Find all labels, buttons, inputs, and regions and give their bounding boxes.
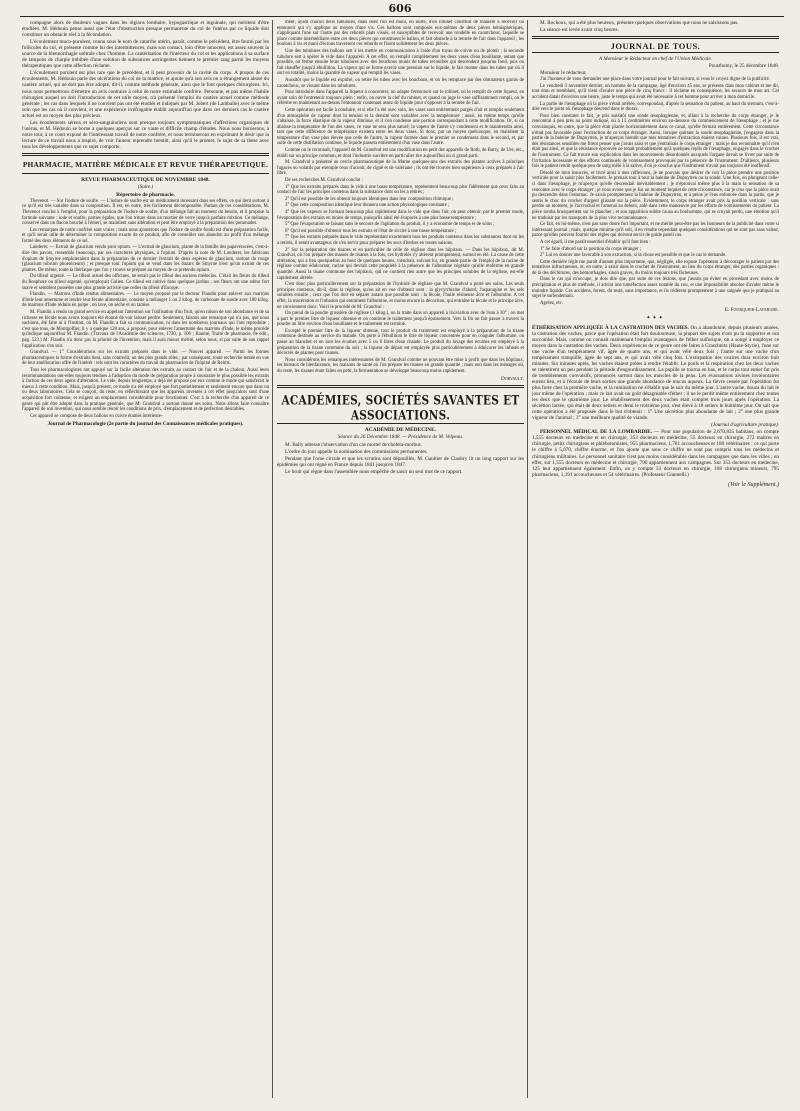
paragraph: Les remarques de notre confrère sont vraies ; mais nous ajouterons que l'iodure de soufre fondu est d'une préparation facile, et qu'il serait utile de déterminer la composition exacte de ce produit, afin de conseiller son abandon au profit d'un mélange formé des deux éléments de ce sel. — [22, 227, 269, 244]
paragraph: Dans le cas qui m'occupe, je dois dire que, par suite de ces lésions, que j'aurais pu éviter en procédant avec moins de précipitation et plus de méthode, il advint une tuméfaction assez notable du cou, et une impossibilité absolue d'avaler même le moindre liquide. Ces accidens, forent, du reste, sans importance, et ils cédèrent promptement à une saignée que je pratiquai au sujet le surlendemain. — [532, 277, 779, 300]
letter-place-date: Pousthomy, le 25 décembre 1848. — [708, 63, 779, 70]
paragraph: Excepté le premier litre de la liqueur obtenue, tout le produit du traitement est employé à la préparation de la tisane commune destinée au service du malade. On porte à l'ébullition le litre de liqueur concentrée pour en coaguler l'albumine, on passe au blanchet et on lave les écumes avec 5 ou 6 litres d'eau chaude. Le produit du lavage des écumes est employé à la préparation de la tisane commune du soir ; la liqueur de départ est employée plus particulièrement à édulcorer les infusés et décoctés de plantes pour tisanes. — [277, 328, 524, 357]
revue-heading: REVUE PHARMACEUTIQUE DE NOVEMBRE 1848. — [81, 176, 210, 183]
paragraph: Thevenot. — Sur l'iodure de soufre. — L'iodure de soufre est un médicament incessant dans ses effets, ce qui tient surtout à ce qu'il est très variable dans sa composition. Il est, en outre, très facilement décomposable. Partant de ces considérations, M. Thevenot conclut à l'emploi, pour la préparation de l'iodure de soufre, d'un mélange fait au moment du besoin, et il propose la formule suivante : iode et soufre, parties égales, que l'on triture dans un mortier de verre jusqu'à parfaite mixtion. Ce mélange, conservé dans un flacon bouché à l'émeri, se maintient sans altération et peut être employé à la préparation des pommades. — [22, 198, 269, 227]
journal-pharmacologie-note: Journal de Pharmacologie (2e partie du journal des Connaissances médicales pratiques). — [47, 421, 244, 428]
paragraph: Landerer. — Extrait de glaucium vendu pour opium. — L'extrait de glaucium, plante de la famille des papavéracées, c'est-à-dire des pavots, ressemble beaucoup, par ses caractères physiques, à l'opium. D'après la note de M. Landerer, les fabricans d'opium de Smyrne emploieraient dans la préparation de ce dernier l'extrait de deux espèces de glaucium, surtout du rouge (glaucium rubrum phoeniceum) ; et presque tout l'opium qui se vend dans les bazars de Smyrne n'est qu'un extrait de ces plantes. De même, toute la thériaque que l'on y trouve se prépare au moyen de ce prétendu opium. — [22, 245, 269, 273]
paragraph: Pour introduire dans l'appareil la liqueur à concentrer, on adapte l'entonnoir sur le robinet, on le remplit de cette liqueur, en ayant soin de l'entretenir toujours plein ; enfin, on ouvre la clef du robinet, et quand on juge le vase suffisamment rempli, on le referme en maintenant au-dessus l'entonnoir contenant assez de liquide pour s'opposer à la rentrée de l'air. — [277, 90, 524, 107]
section-rule — [532, 36, 779, 39]
paragraph: Désolé de mon insuccès, et livré ainsi à mes réflexions, je ne pouvais que désirer de voir la pièce prendre une position verticale pour la saisir plus facilement. Je prenais tour à tour la baleine de Dupuytren ou la sonde. Une fois, en plongeant celle-ci dans l'œsophage, je m'aperçus qu'elle descendait inévitablement ; je n'éprouvai même plus à la main la sensation de sa rencontre avec le corps étranger ; je vous avoue que je fus un moment inquiet de cette circonstance, car je crus que la pièce avait pu descendre dans l'estomac. Je saisis promptement la baleine de Dupuytren, et à peine je l'eus enfoncée dans la partie, que je sentis le choc du crochet d'argent glissant sur la pièce. Evidemment, le corps étranger avait pris la position verticale : sans perdre un moment, je l'accrochai et l'amenai au dehors, aidé dans cette manœuvre par les efforts de vomissements du patient. La pièce tomba brusquement sur le plancher ; et son apparition subite causa au bonhomme, qui se croyait perdu, une émotion qu'il ne traduisit par les transports de la plus vive reconnaissance. — [532, 170, 779, 221]
paragraph: L'écoulement muco-purulent, connu sous le nom de catarrhe utérin, paraît, comme le précédent, être fourni par les follicules du col, et présente comme lui des intermittences, mais son contact, loin d'être innocent, est assez souvent la source de la blennorrhagie urétrale chez l'homme. La cautérisation de l'intérieur du col et les applications à sa surface de tampons de charpie imbibée d'une solution de substances astringentes tiennent le premier rang parmi les moyens thérapeutiques que cette affection réclame. — [22, 39, 269, 70]
paragraph: C'est donc plus particulièrement sur la préparation de l'hydrolé de réglisse que M. Grandval a porté ses soins. Les seuls principes contenus, dit-il, dans la réglisse, qu'on ait en vue d'obtenir sont : la glycyrrhizine d'abord, l'asparagine et les sels solubles ensuite ; ceux que l'on doit en séparer autant que possible sont : la fécule, l'huile résineuse âcre et l'albumine. A cet effet, la macération et l'infusion qui entraînent l'albumine, et moins encore la décoction, qui entraîne la fécule et le principe âcre, ne conviennent donc. Voici le procédé de M. Grandval : — [277, 282, 524, 310]
pharmacie-heading: PHARMACIE, MATIÈRE MÉDICALE ET REVUE THÉRAPEUTIQUE. — [22, 159, 269, 169]
personnel-article — [532, 429, 779, 477]
paragraph: Tous les pharmacologistes ont appuyé sur la facile altération des extraits au contact de l'air et de la chaleur. Aussi leurs recommandations ont-elles toujours tendues à l'adoption du mode de préparation propre à soustraire le plus possible les extraits à l'action de ces deux agens d'altération. Le vide, depuis longtemps, a déjà été proposé par eux comme le mode qui satisferait le mieux à cette condition. Mais, jusqu'à présent, ce mode n'a été employé que fort partiellement et seulement encore que dans un ou deux laboratoires. Cela se conçoit, du reste, en réfléchissant que les appareils inventés à cet effet jusqu'alors sont d'une acquisition fort coûteuse, et exigent un emplacement considérable pour fonctionner. C'est à la recherche d'un appareil de ce genre qui pût être adopté dans la pratique générale, que M. Grandval a surtout donné ses soins. Nous allons faire connaître l'appareil de son invention, qui nous semble réunir les conditions de prix, d'emplacement et de perfection désirables. — [22, 367, 269, 413]
signature-dorvault: Dorvault. — [501, 375, 524, 382]
repertoire-heading: Répertoire de pharmacie. — [116, 191, 175, 198]
paragraph: J'ai l'honneur de vous demander une place dans votre journal pour le fait suivant, si vous le croyez digne de la publicité. — [540, 77, 770, 83]
paragraph: Pendant que l'orne circule et que les scrutins sont dépouillés, M. Gaultier de Claubry lit un long rapport sur les épidémies qui ont régné en France depuis 1841 jusqu'en 1847. — [277, 455, 524, 468]
section-rule — [22, 173, 269, 174]
paragraph: 1° Se faire d'abord sur la position du corps étranger ; — [540, 246, 642, 252]
supplement-note: (Voir le Supplément.) — [728, 481, 779, 488]
paragraph: Pour bien constater le fait, je pris aussitôt une sonde œsophagienne, et, allant à la recherche du corps étranger, je le rencontrai à peu près au point indiqué, où à 13 centimètres environ au-dessous du commencement de l'œsophage ; et je me convainquis, en outre, que la pièce était placée horizontalement dans ce canal, qu'elle fermait entièrement. Cette circonstance n'était pas favorable pour l'extraction de ce corps étranger. Aussi, lorsque quittant la sonde œsophagienne, j'engageai dans la partie de la baleine de Dupuytren, je m'aperçus bientôt que mes tentatives d'extraction étaient vaines. Plusieurs fois, il est vrai, des résistances sensibles me firent penser que j'avais saisi et que j'entraînais le corps étranger ; mais je dus reconnaître qu'il n'en était pas ainsi, et que la résistance éprouvée ne tenait probablement qu'à quelques replis de l'œsophage, engagés dans le crochet de l'instrument. Ce fait trouve son explication dans les mouvements désordonnés auxquels l'organe devait se livrer par suite de l'irritation incessante et des efforts continuels de vomissement provoqués par la présence de l'instrument. D'ailleurs, plusieurs fois le patient rendit quelque peu de sang mêlé à la salive, d'où je conclus que l'instrument n'avait pas toujours été inoffensif. — [532, 113, 779, 170]
personnel-heading: PERSONNEL MÉDICAL DE LA LOMBARDIE. — [540, 429, 653, 436]
academie-report — [277, 442, 524, 475]
paragraph: Du tilleul argenté. — Le tilleul actuel des officines, ne serait pas le tilleul des anciens médecins. C'était les fleurs du tilleul du Bosphore ou tilleul argenté, qu'employait Galien. Ce tilleul est cultivé dans quelques jardins ; ses fleurs ont une odeur fort suave et semblent posséder une plus grande activité que celles du tilleul d'Europe. — [22, 274, 269, 291]
paragraph: Comme on le reconnaît, l'appareil de M. Grandval est une modification en petit des appareils de Roth, de Barry, de Ure, etc., établi sur un principe commun, et dont l'industrie sucrière en particulier tire aujourd'hui un si grand parti. — [277, 148, 524, 159]
letter-signature: E. Fourquier-Laverghe. — [724, 307, 779, 314]
etherisation-article — [532, 325, 779, 422]
paragraph: De ses recherches M. Grandval conclut : — [285, 178, 363, 184]
ornament-divider: ✦✦✦ — [646, 316, 665, 322]
paragraph: 7° Que les extraits préparés dans le vide représentant exactement tous les produits contenus dans les substances dont on les a retirés, il serait avantageux de s'en servir pour préparer les sucs d'herbes en toutes saisons. — [277, 235, 524, 246]
etherisation-text: On a abandonné, depuis plusieurs années, la castration des vaches, parce que l'opération était fort douloureuse, la plupart des sujets n'ont pu la supporter et ont succombé. Mais, comme on connaît maintenant l'emploi avantageux de l'éther sulfurique, on a songé à employer ce moyen dans la castration des vaches. Deux expériences de ce genre ont été faites à Graschnitz (Haute-Styrie), l'une sur une vache d'un tempérament vif, âgée de quatre ans, et qui avait vêlé deux fois ; l'autre sur une vache d'un tempérament tranquille, âgée de sept ans, et qui avait vêlé cinq fois. L'extirpation des ovaires dura environ huit minutes. Six minutes après, les vaches étaient prêtes à rendre l'établir. Le pouls et la respiration chez les deux vaches se ralentirent un peu pendant la période d'engourdissement. La pupille se tourna en bas, et le corps tout entier fut pris de tremblements convulsifs, prononcés surtout dans les muscles de la peau. Les évacuations alvines involontaires eurent lieu, et à l'écoulé de leurs sorties une grande abondance de mucus aqueux. La fièvre cessée par l'opération fut plus forte chez la première vache, et la rumination ne s'établit que le soir du même jour. L'autre vache, douza du lait le jour même de l'opération ; mais ce lait avait un goût désagréable d'éther ; il ne le perdit même entièrement chez toutes les deux que le quatrième jour. Le rétablissement des deux vaches était complet trois jours après l'opération. La sécrétion lactée, qui était de deux setiers et demi le troisième jour, s'est élevé à 18 setiers le huitième jour. On sait que cette opération a été proposée dans le but d'obtenir : 1° Une sécrétion plus abondante de lait ; 2° une plus grande vigueur de l'animal ; 3° une meilleure qualité de viande. — [532, 324, 779, 422]
letter-recipient: A Monsieur le Rédacteur en chef de l'Union Médicale. — [599, 56, 712, 63]
column-divider — [272, 20, 273, 1098]
section-rule — [277, 385, 524, 388]
paragraph: 6° Qu'il est possible d'obtenir tous les extraits et l'état de siccité à une basse température ; — [285, 228, 457, 234]
personnel-text: — Pour une population de 2,670,835 habitans, on compte 1,555 docteurs en médecine et en chirurgie, 353 docteurs en médecine, 55 docteurs en chirurgie, 272 maîtres en chirurgie, petits chirurgiens et phlébotomistes, 955 pharmaciens, 1,781 accoucheuses et 180 vétérinaires : ce qui porte le chiffre à 5,070, chiffre énorme, et l'on ajoute que sous ce chiffre ne sont pas compris tous les médecins et chirurgiens militaires. Le personnel sanitaire n'est pas moins considérable dans les campagnes que dans les villes ; en effet, sur 1,555 docteurs en médecine et chirurgie, 790 appartiennent aux campagnes. Sur 353 docteurs en médecine, 125 leur appartiennent également. Enfin, on y compte 33 docteurs en chirurgie, 168 chirurgiens mineurs, 795 pharmaciens, 1,191 accoucheuses et 54 vétérinaires. (Professeur Giannelli.) — [532, 429, 779, 478]
paragraph: 1° Que les extraits préparés dans le vide à une basse température, représentent beaucoup plus fidèlement que ceux faits au contact de l'air les principes contenus dans la substance dont on les a retirés ; — [277, 184, 524, 196]
paragraph: 2° Lui en donner une favorable à son extraction, si la chose est possible et que le cas le demande. — [540, 253, 727, 259]
paragraph: 2° Sur la préparation des tisanes et en particulier de celle de réglisse dans les hôpitaux. — Dans les hôpitaux, dit M. Grandval, où l'on prépare des masses de tisanes à la fois, ces hydrolés s'y altèrent promptement, surtout en été. La cause de cette altération, qui a lieu quelquefois au bout de quelques heures, viendrait, suivant lui, en grande partie de l'emploi de la racine de réglisse comme édulcorant, racine qui devrait cette propriété à la présence de l'albumine végétale qu'elle renferme en grande quantité. Aussi la tisane commune des hôpitaux, qui ne contient rien autre que les principes solubles de la réglisse, est-elle rapidement altérée. — [277, 247, 524, 281]
paragraph: ment, ayant chacun deux tubulures, mais dont l'un est muni, en outre, d'un robinet construit de manière à recevoir un entonnoir qui s'y applique au moyen d'une vis. Ces ballons sont composés eux-mêmes de deux pièces hémisphériques, s'appliquant l'une sur l'autre par des rebords plats vissés, et susceptibles de recevoir une rondelle en caoutchouc, laquelle se place comme intermédiaire entre ces deux pièces qui constituent le ballon, et fait obstacle à la rentrée de l'air dans l'appareil ; les boulons à vis et muni d'écrous traversent ces rebords et fixent solidement les deux pièces. — [277, 20, 524, 48]
paragraph: Cette dernière règle me paraît d'autant plus importante, que, négligée, elle expose l'opérateur à décourager le patient par des tentatives infructueuses, et, en outre, à saisir dans le crochet de l'instrument, au lieu du corps étranger, des parties organiques : de là des déchirures, des hémorrhagies, sinon graves, du moins toujours très fâcheuses. — [532, 259, 779, 276]
paragraph: A cet égard, il me paraît essentiel d'établir qu'il faut bien : — [540, 239, 651, 245]
letter-salutation: Monsieur le rédacteur, — [540, 70, 587, 77]
paragraph: 2° Qu'il est possible de les obtenir toujours identiques dans leur composition chimique ; — [285, 196, 454, 202]
intro-article — [22, 20, 269, 150]
paragraph: L'ordre du jour appelle la nomination des commissions permanentes. — [285, 448, 428, 455]
paragraph: Grandval. — 1° Considérations sur les extraits préparés dans le vide. — Nouvel appareil. — Parmi les formes pharmaceutiques la forme d'extraits tient, sans contredit, un des plus grands rôles ; par conséquent, toute recherche tentée en vue de leur amélioration offre de l'intérêt : tels sont les caractères du travail du pharmacien de l'hôpital de Reims. — [22, 350, 269, 367]
etherisation-source: (Journal d'agriculture pratique). — [711, 422, 779, 429]
journal-de-tous-heading: JOURNAL DE TOUS. — [610, 41, 701, 52]
paragraph: 4° Que les vapeurs se formant beaucoup plus rapidement dans le vide que dans l'air, on peut obtenir, par le premier mode, l'évaporation des extraits en moins de temps, puisqu'ils ainsi été évaporés à une plus basse température ; — [277, 210, 524, 221]
paragraph: Flandin. — Marrons d'Inde rendus alimentaires. — Le moyen proposé par le docteur Flandin pour enlever aux marrons d'Inde leur amertume et rendre leur fécule alimentaire, consiste à mélanger 1 ou 2 kilog. de carbonate de soude avec 100 kilog. de marrons d'Inde réduits en pulpe ; on lave, on sèche et on tamise. — [22, 292, 269, 309]
rochoux-para: M. Rochoux, qui a été plus heureux, présente quelques observations que nous ne saisissons pas. — [540, 20, 739, 26]
paragraph: Le vendredi 3 novembre dernier, un homme de la campagne, âgé d'environ 45 ans, se présente dans mon cabinet et me dit, tout ému et tremblant, qu'il vient d'avaler une pièce de cinq francs : il réclame en conséquence, les secours de mon art. Cet accident datait d'environ une heure, juste le temps qui avait été nécessaire à cet homme pour arriver à mon domicile. — [532, 83, 779, 101]
column-divider — [527, 20, 528, 1098]
paragraph: Ce fait, en lui-même, n'est pas sans doute fort important, et ne mérite peut-être pas les honneurs de la publicité dans votre si intéressant journal ; mais, quelque minime qu'il soit, il en résulte cependant quelques considérations qui ne sont pas sans valeur, parce qu'elles peuvent fournir des règles qui doivent servir de guide pareil cas. — [532, 222, 779, 239]
grandval-article — [277, 20, 524, 375]
paragraph: M. Bally adresse l'observation d'un cas mortel de choléra-morbus. — [285, 441, 422, 448]
paragraph: Aussitôt que le liquide est expulsé, on retire les tubes avec les bouchons, et on les remplace par des obturateurs garnis de caoutchouc, se vissant dans les tubulures. — [277, 77, 524, 89]
paragraph: La partie de l'œsophage où la pièce s'était arrêtée, correspondait, d'après la sensation du patient, au haut du sternum, c'est-à-dire vers le point où l'œsophage descend dans le thorax. — [532, 101, 779, 113]
column-3 — [532, 20, 779, 1098]
paragraph: Une des tubulures des ballons sert à les mettre en communication à l'aide d'un tuyau de cuivre ou de plomb ; la seconde tubulure sert à opérer le vide dans l'appareil. A cet effet, on remplit complètement les deux vases d'eau bouillante, autant que possible, on ferme ensuite leurs tubulures avec des bouchons munis de tubes recourbés qui descendent jusqu'au fond, puis on fait chauffer jusqu'à ébullition. La vapeur qui se forme exerce une pression sur le liquide, le fait monter dans les tubes par où il sort en totalité, moins la quantité de vapeur qui remplit les vases. — [277, 48, 524, 77]
paragraph: Cette opération est facile à conduire, et si elle l'a été avec soin, les vases sont entièrement purgés d'air et remplis seulement d'un atmosphère de vapeur dont la tension et la densité sont variables avec la température ; aussi, en même temps qu'elle s'abaisse, la force élastique de la vapeur diminue, et il s'en condense une portion correspondant à cette modification. Or, si on abaisse la température de l'un des vases, ce vase ne sera plus saturé, la vapeur de l'autre s'y condensera et le maintiendra ainsi, tant que cette différence de température existera entre les deux vases. Si donc, par un moyen quelconque, on maintient la température d'un vase plus élevée que celle de l'autre, la vapeur formée dans le premier se condensera dans le second, et, par suite de cette distillation continue, le liquide passera entièrement d'un vase dans l'autre. — [277, 107, 524, 147]
paragraph: Nous considérons les remarques intéressantes de M. Grandval comme ne pouvant être mise à profit que dans les hôpitaux, les bureaux de bienfaisance, les maisons de santé où l'on prépare les tisanes en grande quantité ; mais non dans les ménages où, du reste, les tisanes étant faites en petit, la fermentation se développe beaucoup moins rapidement. — [277, 357, 524, 375]
etherisation-heading: ÉTHÉRISATION APPLIQUÉE À LA CASTRATION DES VACHES. — [532, 324, 689, 331]
paragraph: Les écoulements séreux et séro-sanguinolens sont presque toujours symptomatiques d'affections organiques de l'utérus, et M. Hédouin se borne à quelques aperçus sur ce vaste et difficile champ d'études. Nous nous bornerons, à notre tour, à ce court exposé de l'intéressant travail de notre confrère, et nous terminerons en exprimant le désir que la lecture de ce travail nous a inspiré, de voir l'auteur reprendre bientôt, ainsi qu'il le promet, le sujet de sa thèse avec tous les développements que ce sujet comporte. — [22, 119, 269, 150]
column-1 — [22, 20, 269, 1098]
seance-levee: La séance est levée avant cinq heures. — [540, 27, 619, 34]
academies-heading: ACADÉMIES, SOCIÉTÉS SAVANTES ET ASSOCIATIONS. — [281, 392, 520, 423]
section-rule — [22, 153, 269, 156]
section-rule — [532, 52, 779, 53]
seance-line: Séance du 26 Décembre 1848. — Présidence de M. Velpeau. — [337, 433, 464, 440]
page-number: 606 — [388, 2, 412, 15]
paragraph: Le bruit qui règne dans l'assemblée nous empêche de saisir un seul mot de ce rapport. — [285, 468, 463, 475]
paragraph: 3° Que cette composition identique leur donnera une action physiologique constante ; — [285, 203, 450, 209]
paragraph: Cet appareil se compose de deux ballons en cuivre étamés intérieure- — [30, 413, 163, 419]
paragraph: M. Flandin a rendu un grand service en appelant l'attention sur l'utilisation d'un fruit, qu'en raison de son abondance et de sa richesse en fécule nous avons toujours été étonné de voir laisser perdre. Seulement, faisons une remarque qui n'a pas, que nous sachions, été faite ni à l'Institut, où M. Flandin a fait sa communication, ni dans les nombreux journaux qui l'ont reproduite ; c'est que tous, de Montgolfier, il y a quelque 128 ans, a proposé, pour enlever l'amertume des marrons d'Inde, le même procédé qu'indique aujourd'hui M. Flandin. (Travaux de l'Académie des sciences, 1720, p. 106 ; Baumé, Traité de pharmacie, 8e édit., pag. 523.) M. Flandin n'a donc pas la priorité de l'invention, mais il aura mieux mérité, selon nous, si par suite de son rappel l'application s'en suit. — [22, 310, 269, 349]
paragraph: compagne alors de douleurs vagues dans les régions lombaire, hypogastrique et inguinale, qui méritent d'être étudiées. M. Hédouin pense aussi que l'état d'obstruction presque permanente du col de l'utérus par ce liquide doit constituer un obstacle réel à la fécondation. — [22, 20, 269, 39]
header-rule — [20, 16, 784, 17]
paragraph: L'écoulement purulent est plus rare que le précédent, et il peut provenir de la cavité du corps. A propos de ces écoulements, M. Hédouin parle des ulcérations du col de la matrice, et ajoute qu'à son avis on a étrangement abusé du cautère actuel, qui ne doit pas être adopté, dit-il, comme méthode générale, ainsi que le font quelques chirurgiens. Ici, nous nous permettrons d'émettre un avis contraire à celui de notre estimable confrère. Personne, et pas même l'habile chirurgien auquel on doit l'introduction de cet utile moyen, n'a présenté l'emploi du cautère actuel comme méthode générale ; les cas dans lesquels il ne convient pas ont été étudiés et indiqués par M. Jobert (de Lamballe) avec le même soin que les cas où il convient, et une expérience irréfragable établit aujourd'hui que dans ces derniers cas le cautère actuel est un moyen des plus précieux. — [22, 70, 269, 119]
paragraph: 5° Que l'évaporation se faisant sans le secours de l'agitation du produit, il y a économie de temps et de soins ; — [285, 222, 495, 228]
revue-body — [22, 199, 269, 420]
column-2 — [277, 20, 524, 1098]
suite-label: (Suite.) — [137, 183, 154, 190]
paragraph: Agréez, etc. — [540, 300, 564, 306]
letter-body — [532, 77, 779, 306]
paragraph: M. Grandval a présenté au cercle pharmaceutique de la Marne quelques-uns des extraits des plantes actives à principes fugaces ou volatils par exemple ceux d'aconit, de ciguë et de valériane ; ils ont été trouvés bien supérieurs à ceux préparés à l'air libre. — [277, 160, 524, 177]
academie-medecine-heading: ACADÉMIE DE MÉDECINE. — [364, 426, 437, 433]
paragraph: On prend de la poudre grossière de réglisse (1 kilog.), on la traite dans un appareil à lixiviation avec de l'eau à 30° ; on met à part le premier litre de liqueur obtenue et on continue le traitement jusqu'à épuisement. Vers la fin on fait passer à travers la poudre un litre environ d'eau bouillante et le traitement est terminé. — [277, 311, 524, 328]
